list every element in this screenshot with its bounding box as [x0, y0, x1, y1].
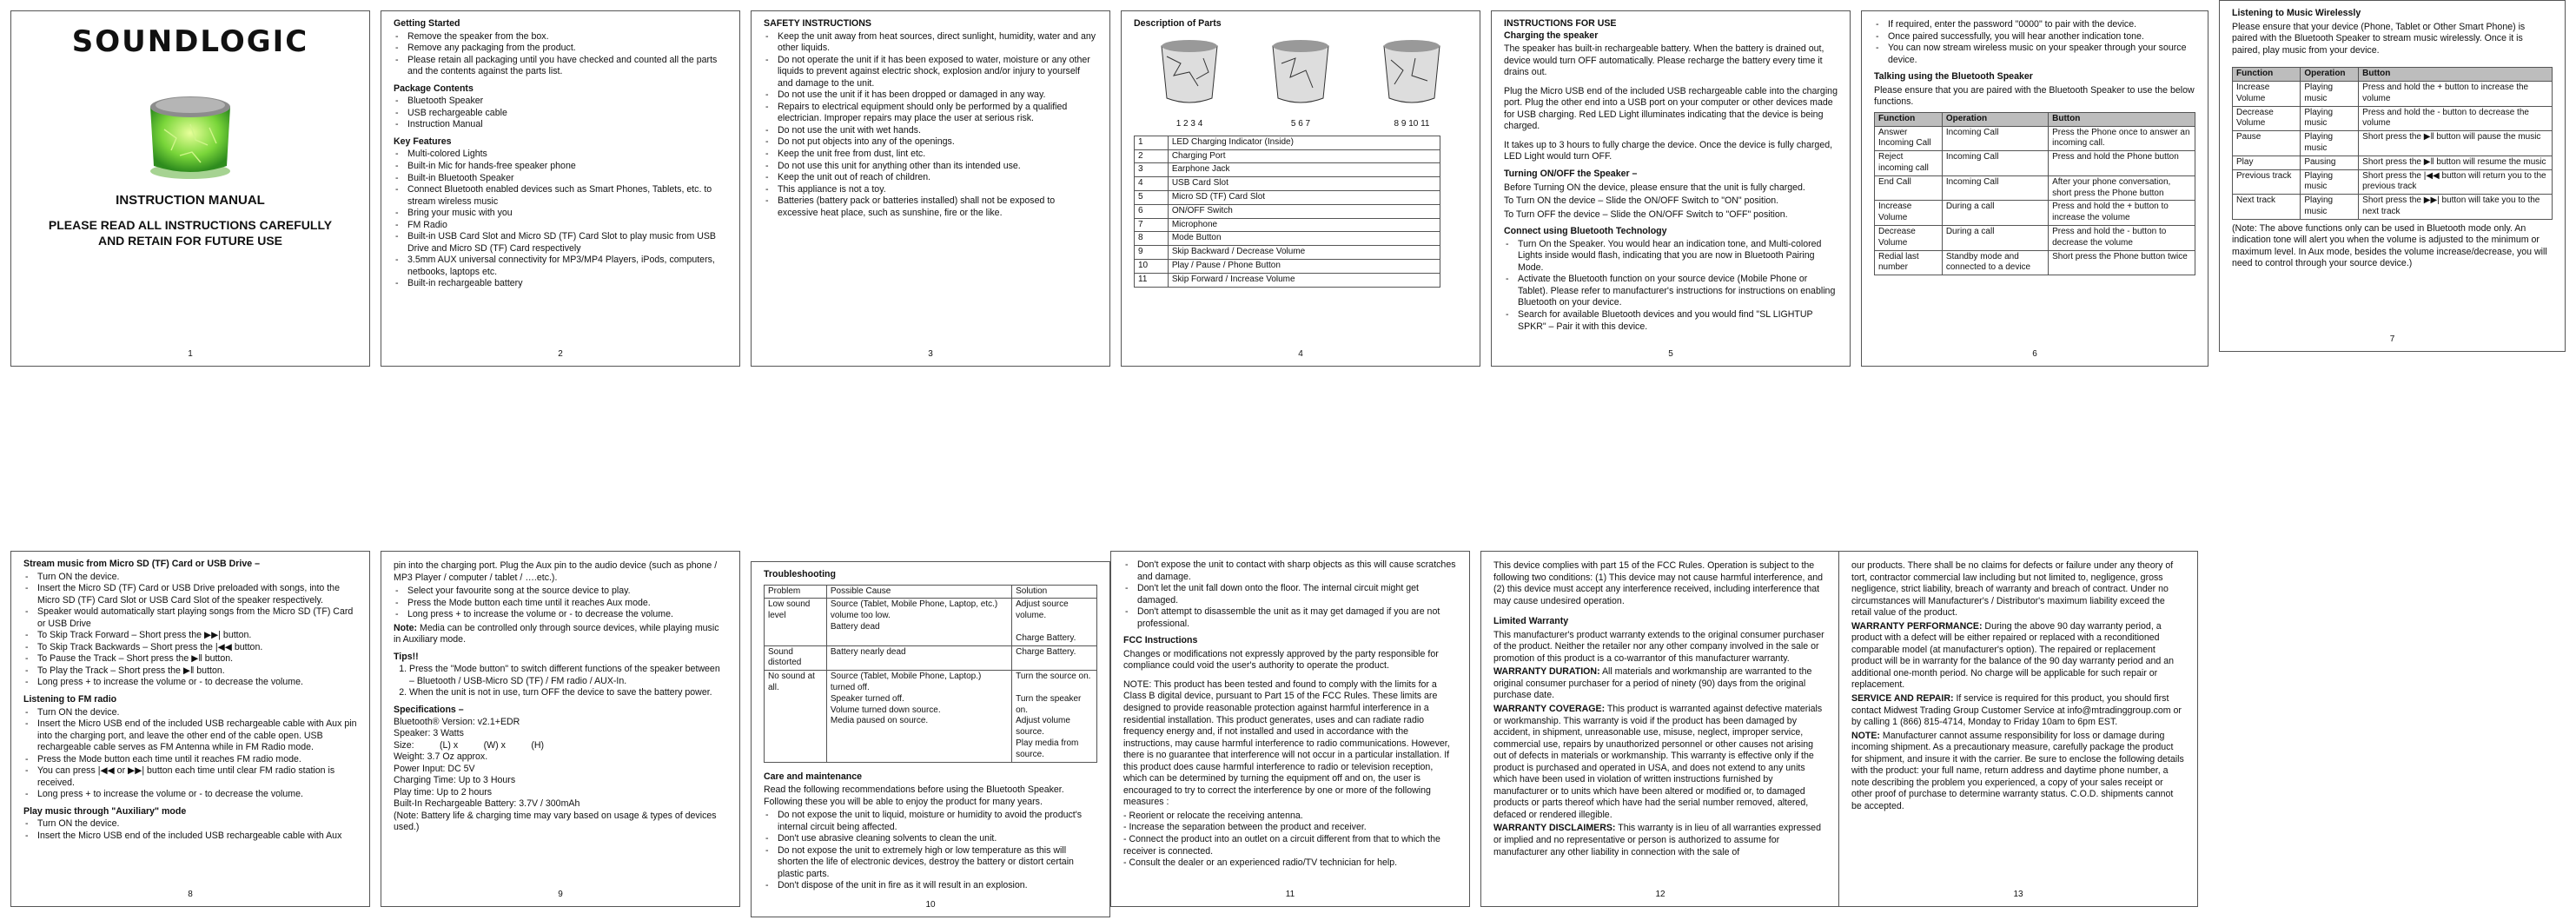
list-item: - Don't use abrasive cleaning solvents to clean the unit. [778, 833, 1097, 845]
paragraph: NOTE: This product has been tested and found to comply with the limits for a Class B digital device, pursuant to Part 15 of the FCC Rules. These limits are designed to provide reasonable protection against harmful interference in a residential installation. This product generates, uses and can radiate radio frequency energy and, if not installed and used in accordance with the instructions, may cause harmful interference to radio communications. However, there is no guarantee that interference will not occur in a particular installation. If this product does cause harmful interference to radio or television reception, which can be determined by turning the equipment off and on, the user is encouraged to try to correct the interference by one or more of the following measures : [1123, 678, 1450, 808]
page-5 [1491, 10, 1851, 367]
table-cell: Pausing [2301, 156, 2359, 169]
fm-radio-steps [23, 707, 357, 801]
heading-aux-mode: Play music through "Auxiliary" mode [23, 805, 187, 817]
paragraph: Please ensure that your device (Phone, Tablet or Other Smart Phone) is paired with the Bluetooth Speaker to stream music wirelessly. Once it is paired, play music from your device. [2232, 21, 2526, 56]
music-functions-table [2232, 67, 2553, 220]
table-cell: Short press the ▶‖ button will resume the music [2359, 156, 2553, 169]
table-cell: Redial last number [1875, 250, 1943, 275]
table-row [765, 671, 1097, 762]
table-row [1135, 218, 1440, 232]
list-item: - USB rechargeable cable [407, 108, 727, 120]
table-cell: Skip Forward / Increase Volume [1168, 273, 1440, 287]
heading-care: Care and maintenance [764, 771, 863, 782]
spec-line: Bluetooth® Version: v2.1+EDR [394, 716, 520, 727]
heading-safety: SAFETY INSTRUCTIONS [764, 18, 871, 29]
heading-getting-started: Getting Started [394, 18, 460, 29]
troubleshooting-table [764, 585, 1097, 763]
table-cell: Pause [2233, 131, 2301, 156]
table-cell: Short press the ▶‖ button will pause the music [2359, 131, 2553, 156]
heading-talking: Talking using the Bluetooth Speaker [1874, 71, 2033, 83]
table-row [2233, 169, 2553, 195]
getting-started-list [394, 31, 727, 78]
table-row [1875, 250, 2195, 275]
list-item: 1. Press the "Mode button" to switch different functions of the speaker between – Bluetooth / USB-Micro SD (TF) / FM radio / AUX-In. [409, 664, 727, 687]
list-item: - Do not put objects into any of the openings. [778, 136, 1097, 149]
column-header: Problem [765, 585, 827, 599]
table-cell: Play / Pause / Phone Button [1168, 260, 1440, 274]
heading-connect-bluetooth: Connect using Bluetooth Technology [1504, 226, 1667, 237]
column-header: Solution [1012, 585, 1097, 599]
table-cell: Micro SD (TF) Card Slot [1168, 191, 1440, 205]
table-row [1135, 177, 1440, 191]
table-row [1135, 260, 1440, 274]
heading-instructions-for-use: INSTRUCTIONS FOR USE [1504, 18, 1617, 29]
table-cell: 7 [1135, 218, 1169, 232]
list-item: - Keep the unit free from dust, lint etc. [778, 149, 1097, 161]
table-cell: Decrease Volume [2233, 106, 2301, 131]
list-item: - Long press + to increase the volume or - to decrease the volume. [37, 677, 357, 689]
list-item: - To Play the Track – Short press the ▶‖ button. [37, 665, 357, 678]
paragraph: WARRANTY COVERAGE: This product is warranted against defective materials or workmanship. This warranty is void if the product has been damaged by accident, in shipment, unreasonable use, misuse, neglect, improper service, commercial use, repairs by unauthorized personnel or other causes not arising out of defects in materials or workmanship. This warranty is effective only if the product is purchased and operated in USA, and does not extend to any units which have been used in violation of written instructions furnished by manufacturer or to units which have been altered or modified or, to damaged products or parts thereof which have had the serial number removed, altered, defaced or rendered illegible. [1493, 704, 1823, 820]
manual-subtitle: PLEASE READ ALL INSTRUCTIONS CAREFULLY AND RETAIN FOR FUTURE USE [48, 217, 333, 248]
key-features-list [394, 149, 727, 290]
list-item: - Long press + to increase the volume or - to decrease the volume. [37, 789, 357, 801]
table-row [2233, 195, 2553, 220]
list-item: - Batteries (battery pack or batteries installed) shall not be exposed to excessive heat place, such as sunshine, fire or the like. [778, 195, 1097, 219]
table-row [1875, 226, 2195, 251]
table-cell: LED Charging Indicator (Inside) [1168, 136, 1440, 149]
list-item: - Do not use the unit with wet hands. [778, 125, 1097, 137]
table-row [2233, 156, 2553, 169]
table-cell: Increase Volume [2233, 81, 2301, 106]
callout-labels: 5 6 7 [1290, 119, 1311, 129]
table-row [1135, 191, 1440, 205]
sd-usb-steps [23, 572, 357, 689]
table-cell: Playing music [2301, 131, 2359, 156]
paragraph: It takes up to 3 hours to fully charge the device. Once the device is fully charged, LED Light would turn OFF. [1504, 139, 1833, 162]
package-contents-list [394, 96, 727, 131]
care-list [764, 810, 1097, 892]
page-number: 8 [188, 890, 193, 900]
table-cell: USB Card Slot [1168, 177, 1440, 191]
list-item: - You can press |◀◀ or ▶▶| button each time until clear FM radio station is received. [37, 765, 357, 789]
table-cell: Increase Volume [1875, 201, 1943, 226]
column-header: Function [1875, 112, 1943, 126]
table-cell: Short press the Phone button twice [2049, 250, 2195, 275]
page-8 [10, 551, 370, 907]
spec-line: Speaker: 3 Watts [394, 728, 464, 739]
list-item: - Insert the Micro USB end of the included USB rechargeable cable with Aux pin into the charging port, and leave the other end of the cable open. USB rechargeable cable serves as FM Antenna while in FM Radio mode. [37, 718, 357, 754]
table-cell: Previous track [2233, 169, 2301, 195]
list-item: - To Skip Track Forward – Short press the ▶▶| button. [37, 630, 357, 642]
table-cell: Incoming Call [1942, 126, 2048, 151]
page-9 [381, 551, 740, 907]
list-item: - Press the Mode button each time until it reaches FM radio mode. [37, 754, 357, 766]
paragraph: This manufacturer's product warranty extends to the original consumer purchaser of the product. Neither the retailer nor any other company involved in the sale or promotion of this product is a co-warrantor of this manufacturer warranty. [1493, 629, 1824, 664]
list-item: - Please retain all packaging until you have checked and counted all the parts and the contents against the parts list. [407, 55, 727, 78]
page-10 [751, 561, 1110, 917]
table-row [765, 645, 1097, 671]
heading-charging: Charging the speaker [1504, 30, 1599, 41]
list-item: - Built-in Bluetooth Speaker [407, 173, 727, 185]
list-item: - Keep the unit out of reach of children. [778, 172, 1097, 184]
page-number: 5 [1668, 349, 1673, 360]
table-cell: During a call [1942, 201, 2048, 226]
list-item: - Once paired successfully, you will hear another indication tone. [1888, 31, 2195, 43]
page-number: 1 [188, 349, 193, 360]
table-cell: Charging Port [1168, 149, 1440, 163]
paragraph: SERVICE AND REPAIR: If service is required for this product, you should first contact Midwest Trading Group Customer Service at info@mtradinggroup.com or by calling 1 (866) 815-4714, Monday to Friday 10am to 6pm EST. [1851, 693, 2182, 728]
table-cell: Sound distorted [765, 645, 827, 671]
list-item: - This appliance is not a toy. [778, 184, 1097, 196]
paragraph: WARRANTY DISCLAIMERS: This warranty is in lieu of all warranties expressed or implied and no representative or person is authorized to assume for manufacturer any other liability in connection with the sale of [1493, 823, 1821, 857]
paragraph: pin into the charging port. Plug the Aux pin to the audio device (such as phone / MP3 Player / computer / tablet / ….etc.). [394, 560, 718, 583]
table-cell: Playing music [2301, 106, 2359, 131]
paragraph: Plug the Micro USB end of the included USB rechargeable cable into the charging port. Plug the other end into a USB port on your computer or other devices made for USB charging. Red LED Light illuminates indicating that the device is being charged. [1504, 85, 1838, 132]
list-item: 2. When the unit is not in use, turn OFF the device to save the battery power. [409, 687, 727, 699]
list-item: - Built-in Mic for hands-free speaker phone [407, 161, 727, 173]
specifications [394, 717, 727, 834]
list-item: - Press the Mode button each time until it reaches Aux mode. [407, 598, 727, 610]
table-cell: 10 [1135, 260, 1169, 274]
list-item: - Remove any packaging from the product. [407, 43, 727, 55]
column-header: Operation [1942, 112, 2048, 126]
table-row [1135, 232, 1440, 246]
list-item: - Turn ON the device. [37, 572, 357, 584]
care-list-continued [1123, 559, 1457, 630]
paragraph: This device complies with part 15 of the FCC Rules. Operation is subject to the following two conditions: (1) This device may not cause harmful interference, and (2) this device must accept any interference received, including interference that may cause undesired operation. [1493, 560, 1824, 606]
note: Note: Media can be controlled only through source devices, while playing music in Auxiliary mode. [394, 622, 719, 645]
spec-line: Power Input: DC 5V [394, 763, 475, 774]
heading-limited-warranty: Limited Warranty [1493, 616, 1569, 627]
table-cell: Battery nearly dead [826, 645, 1011, 671]
table-row [1135, 204, 1440, 218]
table-cell: 2 [1135, 149, 1169, 163]
page-7 [2219, 0, 2566, 352]
table-cell: Answer Incoming Call [1875, 126, 1943, 151]
heading-key-features: Key Features [394, 136, 452, 147]
table-cell: Incoming Call [1942, 175, 2048, 201]
table-cell: Standby mode and connected to a device [1942, 250, 2048, 275]
heading-turning-on-off: Turning ON/OFF the Speaker – [1504, 169, 1638, 180]
list-item: - Keep the unit away from heat sources, direct sunlight, humidity, water and any other liquids. [778, 31, 1097, 55]
page-number: 12 [1655, 890, 1665, 900]
page-1-cover [10, 10, 370, 367]
table-row [2233, 106, 2553, 131]
table-cell: 4 [1135, 177, 1169, 191]
page-6 [1861, 10, 2208, 367]
manual-title: INSTRUCTION MANUAL [116, 192, 265, 208]
list-item: - Do not expose the unit to liquid, moisture or humidity to avoid the product's internal circuit being affected. [778, 810, 1097, 833]
page-13 [1838, 551, 2198, 907]
table-row [1135, 136, 1440, 149]
speaker-view-1 [1155, 37, 1224, 130]
list-item: - Speaker would automatically start playing songs from the Micro SD (TF) Card or USB Drive [37, 606, 357, 630]
list-item: - Search for available Bluetooth devices and you would find "SL LIGHTUP SPKR" – Pair it with this device. [1518, 309, 1838, 333]
list-item: - Bring your music with you [407, 208, 727, 220]
heading-listening-wirelessly: Listening to Music Wirelessly [2232, 8, 2361, 18]
list-item: - Turn ON the device. [37, 707, 357, 719]
paragraph: WARRANTY PERFORMANCE: During the above 90 day warranty period, a product with a defect will be either repaired or replaced with a reconditioned comparable model (at manufacturer's option). The repaired or replacement product will be in warranty for the balance of the 90 day warranty period and an additional one-month period. No charge will be applicable for such repair or replacement. [1851, 620, 2174, 691]
page-number: 13 [2013, 890, 2023, 900]
heading-fcc: FCC Instructions [1123, 635, 1198, 646]
table-cell: 9 [1135, 246, 1169, 260]
list-item: - Select your favourite song at the source device to play. [407, 586, 727, 598]
table-cell: Press and hold the + button to increase the volume [2049, 201, 2195, 226]
list-item: - Bluetooth Speaker [407, 96, 727, 108]
table-row [1875, 151, 2195, 176]
heading-tips: Tips!! [394, 651, 419, 662]
brand-logo: SOUNDLOGIC [71, 24, 309, 59]
aux-steps [23, 818, 357, 842]
list-item: - Do not expose the unit to extremely high or low temperature as this will shorten the life of electronic devices, destroy the battery or distort certain plastic parts. [778, 845, 1097, 881]
page-number: 6 [2032, 349, 2037, 360]
paragraph: WARRANTY DURATION: All materials and workmanship are warranted to the original consumer purchaser for a period of ninety (90) days from the original purchase date. [1493, 666, 1812, 701]
list-item: - Consult the dealer or an experienced radio/TV technician for help. [1123, 857, 1398, 869]
list-item: - You can now stream wireless music on your speaker through your source device. [1888, 43, 2195, 66]
table-cell: 1 [1135, 136, 1169, 149]
page-number: 2 [558, 349, 563, 360]
table-cell: Earphone Jack [1168, 163, 1440, 177]
list-item: - To Skip Track Backwards – Short press the |◀◀ button. [37, 642, 357, 654]
call-functions-table [1874, 112, 2195, 275]
table-row [1875, 126, 2195, 151]
list-item: - FM Radio [407, 220, 727, 232]
table-cell: Charge Battery. [1012, 645, 1097, 671]
speaker-view-2 [1266, 37, 1335, 130]
column-header: Button [2359, 68, 2553, 82]
callout-labels: 1 2 3 4 [1175, 119, 1203, 129]
page-11 [1110, 551, 1470, 907]
table-cell: Press and hold the Phone button [2049, 151, 2195, 176]
table-cell: Microphone [1168, 218, 1440, 232]
list-item: - Do not operate the unit if it has been exposed to water, moisture or any other liquids to prevent against electric shock, explosion and/or injury to yourself and damage to the unit. [778, 55, 1097, 90]
callout-labels: 8 9 10 11 [1394, 119, 1430, 129]
table-row [1135, 163, 1440, 177]
list-item: - Long press + to increase the volume or - to decrease the volume. [407, 609, 727, 621]
list-item: - Don't dispose of the unit in fire as it will result in an explosion. [778, 880, 1097, 892]
list-item: - Built-in USB Card Slot and Micro SD (TF) Card Slot to play music from USB Drive and Micro SD (TF) Card respectively [407, 231, 727, 255]
table-cell: Skip Backward / Decrease Volume [1168, 246, 1440, 260]
page-12 [1480, 551, 1840, 907]
parts-table [1134, 136, 1440, 288]
table-cell: During a call [1942, 226, 2048, 251]
bluetooth-steps [1504, 239, 1838, 333]
table-cell: Decrease Volume [1875, 226, 1943, 251]
table-cell: 6 [1135, 204, 1169, 218]
parts-diagram [1134, 37, 1467, 130]
heading-fm-radio: Listening to FM radio [23, 694, 117, 705]
paragraph: To Turn ON the device – Slide the ON/OFF Switch to "ON" position. [1504, 195, 1779, 207]
list-item: - Don't expose the unit to contact with sharp objects as this will cause scratches and damage. [1137, 559, 1457, 583]
table-cell: Mode Button [1168, 232, 1440, 246]
paragraph: Before Turning ON the device, please ensure that the unit is fully charged. [1504, 182, 1805, 193]
table-cell: Source (Tablet, Mobile Phone, Laptop.) turned off. Speaker turned off. Volume turned down source. Media paused on source. [826, 671, 1011, 762]
aux-steps-continued [394, 586, 727, 621]
table-cell: No sound at all. [765, 671, 827, 762]
list-item: - Multi-colored Lights [407, 149, 727, 161]
list-item: - Repairs to electrical equipment should only be performed by a qualified electrician. Improper repairs may place the user at serious risk. [778, 102, 1097, 125]
list-item: - Connect the product into an outlet on a circuit different from that to which the receiver is connected. [1123, 834, 1440, 857]
paragraph: NOTE: Manufacturer cannot assume responsibility for loss or damage during incoming shipment. As a precautionary measure, carefully package the product for shipment, and insure it with the carrier. Be sure to enclose the following details with the product: your full name, return address and daytime phone number, a note describing the problem you experienced, a copy of your sales receipt or other proof of purchase to determine warranty status. C.O.D. shipments cannot be accepted. [1851, 730, 2184, 811]
table-cell: Low sound level [765, 599, 827, 645]
column-header: Function [2233, 68, 2301, 82]
table-cell: Incoming Call [1942, 151, 2048, 176]
paragraph: Changes or modifications not expressly approved by the party responsible for compliance could void the user's authority to operate the product. [1123, 648, 1439, 672]
paragraph: The speaker has built-in rechargeable battery. When the battery is drained out, device would turn OFF automatically. Please recharge the battery every time it drains out. [1504, 43, 1824, 78]
list-item: - Increase the separation between the product and receiver. [1123, 822, 1367, 833]
heading-stream-sd-usb: Stream music from Micro SD (TF) Card or USB Drive – [23, 559, 260, 569]
list-item: - Don't attempt to disassemble the unit as it may get damaged if you are not professional. [1137, 606, 1457, 630]
table-cell: Adjust source volume. Charge Battery. [1012, 599, 1097, 645]
speaker-view-3 [1377, 37, 1447, 130]
table-cell: End Call [1875, 175, 1943, 201]
table-row [1135, 246, 1440, 260]
list-item: - Insert the Micro USB end of the included USB rechargeable cable with Aux [37, 831, 357, 843]
table-cell: Reject incoming call [1875, 151, 1943, 176]
table-cell: Playing music [2301, 195, 2359, 220]
list-item: - Do not use the unit if it has been dropped or damaged in any way. [778, 89, 1097, 102]
list-item: - Don't let the unit fall down onto the floor. The internal circuit might get damaged. [1137, 583, 1457, 606]
page-number: 11 [1285, 890, 1295, 900]
table-row [1135, 273, 1440, 287]
paragraph: To Turn OFF the device – Slide the ON/OFF Switch to "OFF" position. [1504, 208, 1788, 220]
spec-line: Size: (L) x (W) x (H) [394, 739, 545, 751]
paragraph: our products. There shall be no claims for defects or failure under any theory of tort, contractor commercial law including but not limited to, negligence, gross negligence, strict liability, breach of warranty and breach of contract. Under no circumstances will Manufacturer's / Distributor's maximum liability exceed the retail value of the product. [1851, 560, 2174, 619]
list-item: - Connect Bluetooth enabled devices such as Smart Phones, Tablets, etc. to stream wireless music [407, 184, 727, 208]
table-cell: Playing music [2301, 169, 2359, 195]
list-item: - To Pause the Track – Short press the ▶‖ button. [37, 653, 357, 665]
table-cell: Next track [2233, 195, 2301, 220]
heading-package-contents: Package Contents [394, 83, 473, 94]
table-row [2233, 81, 2553, 106]
page-number: 4 [1298, 349, 1303, 360]
table-row [765, 599, 1097, 645]
list-item: - Instruction Manual [407, 119, 727, 131]
list-item: - Turn ON the device. [37, 818, 357, 831]
column-header: Button [2049, 112, 2195, 126]
page-number: 3 [928, 349, 933, 360]
heading-description-of-parts: Description of Parts [1134, 18, 1222, 29]
spec-line: Charging Time: Up to 3 Hours [394, 775, 516, 786]
list-item: - Do not use this unit for anything other than its intended use. [778, 161, 1097, 173]
table-cell: Short press the ▶▶| button will take you to the next track [2359, 195, 2553, 220]
table-cell: Playing music [2301, 81, 2359, 106]
paragraph: (Note: The above functions only can be used in Bluetooth mode only. An indication tone will alert you when the volume is adjusted to the minimum or maximum level. In Aux mode, besides the volume increase/decrease, you will need to control through your source device.) [2232, 222, 2547, 269]
tips-list [394, 664, 727, 699]
table-cell: Short press the |◀◀ button will return you to the previous track [2359, 169, 2553, 195]
page-number: 9 [558, 890, 563, 900]
table-row [2233, 131, 2553, 156]
page-4 [1121, 10, 1480, 367]
list-item: - 3.5mm AUX universal connectivity for MP3/MP4 Players, iPods, computers, netbooks, laptops etc. [407, 255, 727, 278]
speaker-image [138, 86, 242, 182]
table-cell: 3 [1135, 163, 1169, 177]
list-item: - Built-in rechargeable battery [407, 278, 727, 290]
list-item: - Remove the speaker from the box. [407, 31, 727, 43]
paragraph: Please ensure that you are paired with the Bluetooth Speaker to use the below functions. [1874, 84, 2195, 108]
spec-line: (Note: Battery life & charging time may vary based on usage & types of devices used.) [394, 810, 717, 833]
heading-troubleshooting: Troubleshooting [764, 569, 836, 579]
table-cell: Press and hold the - button to decrease the volume [2359, 106, 2553, 131]
paragraph: Read the following recommendations before using the Bluetooth Speaker. Following these you will be able to enjoy the product for many years. [764, 784, 1064, 807]
pairing-steps [1874, 19, 2195, 66]
spec-line: Weight: 3.7 Oz approx. [394, 751, 488, 763]
page-number: 7 [2389, 334, 2395, 345]
list-item: - If required, enter the password "0000" to pair with the device. [1888, 19, 2195, 31]
safety-list [764, 31, 1097, 220]
page-number: 10 [925, 900, 936, 910]
table-cell: Press and hold the + button to increase the volume [2359, 81, 2553, 106]
table-cell: Press and hold the - button to decrease the volume [2049, 226, 2195, 251]
spec-line: Play time: Up to 2 hours [394, 786, 493, 798]
table-row [1135, 149, 1440, 163]
table-cell: 5 [1135, 191, 1169, 205]
heading-specifications: Specifications – [394, 705, 464, 716]
list-item: - Turn On the Speaker. You would hear an indication tone, and Multi-colored Lights inside would flash, indicating that you are now in Bluetooth Pairing Mode. [1518, 239, 1838, 275]
spec-line: Built-In Rechargeable Battery: 3.7V / 300mAh [394, 798, 580, 810]
table-cell: ON/OFF Switch [1168, 204, 1440, 218]
table-row [1875, 175, 2195, 201]
table-cell: Turn the source on. Turn the speaker on. Adjust volume source. Play media from source. [1012, 671, 1097, 762]
table-cell: Play [2233, 156, 2301, 169]
table-cell: Source (Tablet, Mobile Phone, Laptop, etc.) volume too low. Battery dead [826, 599, 1011, 645]
page-3 [751, 10, 1110, 367]
column-header: Operation [2301, 68, 2359, 82]
fcc-measures [1123, 811, 1457, 870]
table-cell: 8 [1135, 232, 1169, 246]
table-row [1875, 201, 2195, 226]
column-header: Possible Cause [826, 585, 1011, 599]
list-item: - Reorient or relocate the receiving antenna. [1123, 810, 1303, 821]
list-item: - Insert the Micro SD (TF) Card or USB Drive preloaded with songs, into the Micro SD (TF) Card Slot or USB Card Slot of the speaker respectively. [37, 583, 357, 606]
table-cell: 11 [1135, 273, 1169, 287]
page-2 [381, 10, 740, 367]
table-cell: Press the Phone once to answer an incoming call. [2049, 126, 2195, 151]
table-cell: After your phone conversation, short press the Phone button [2049, 175, 2195, 201]
list-item: - Activate the Bluetooth function on your source device (Mobile Phone or Tablet). Please refer to manufacturer's instructions for instructions on enabling Bluetooth on your device. [1518, 274, 1838, 309]
